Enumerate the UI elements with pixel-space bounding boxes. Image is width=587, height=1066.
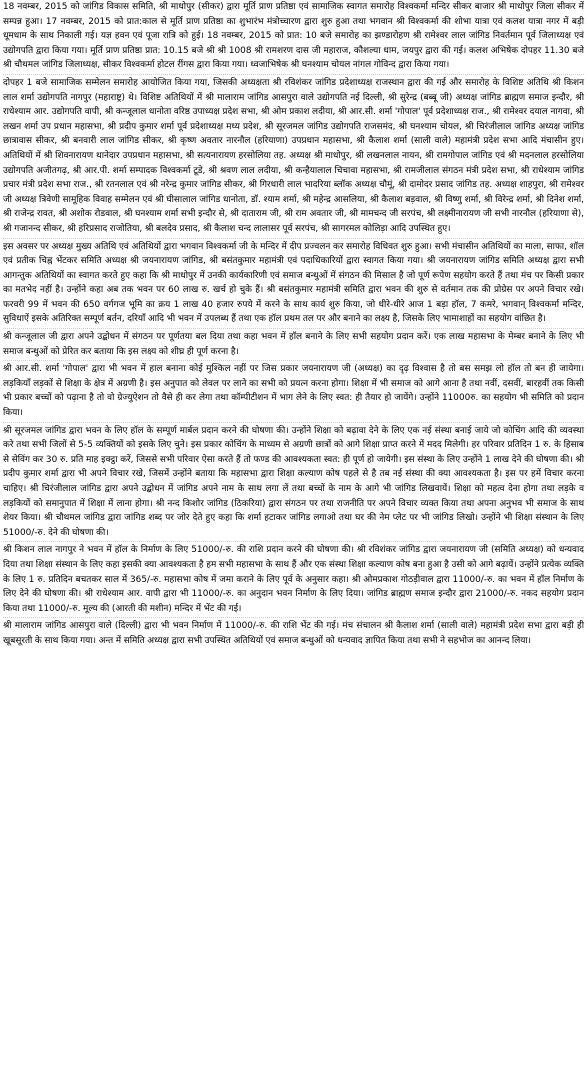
article-paragraph-5: श्री आर.सी. शर्मा 'गोपाल' द्वारा भी भवन में हाल बनाना कोई मुश्किल नहीं पर जिस प्रकार जयनारायण जी (अध्यक्ष) का दृढ़ विश्वास है तो बस समझ लो हॉल तो बन ही जायेगा। लड़कियाँ लड़कों से शिक्षा के क्षेत्र में अग्रणी है। इस अनुपात को लेवल पर लाने का सभी को प्रयत्न करना होगा। शिक्षा में भी समाज को आगे आना है तथा नवीं, दसवीं, बारहवीं तक किसी भी प्रकार बच्चों को पढ़ाना है तो वो ग्रेज्युऐशन तो वैसे ही कर लेगा तथा कॉम्पीटीशन में भाग लेने के लिए स्वत: ही तैयार हो जायेंगे। उन्होंने 11000रु. का सहयोग भी समिति को प्रदान किया। bbox=[3, 364, 584, 419]
paragraph-divider bbox=[3, 422, 584, 423]
paragraph-divider bbox=[3, 328, 584, 329]
article-paragraph-4: श्री कन्जूलाल जी द्वारा अपने उद्बोधन में संगठन पर पूर्णतया बल दिया तथा कहा भवन में हॉल बनाने के लिए सभी सहयोग प्रदान करें। एक लाख महासभा के मेम्बर बनाने के लिए भी समाज बन्धुओं को प्रेरित कर बताया कि इस लक्ष्य को शीघ्र ही पूर्ण करना है। bbox=[3, 332, 584, 357]
paragraph-divider bbox=[3, 74, 584, 75]
article-paragraph-2: दोपहर 1 बजे सामाजिक सम्मेलन समारोह आयोजित किया गया, जिसकी अध्यक्षता श्री रविशंकर जांगिड प्रदेशाध्यक्ष राजस्थान द्वारा की गई और समारोह के विशिष्ट अतिथि श्री किशन लाल शर्मा उद्योगपति नागपुर (महाराष्ट्र) थे। विशिष्ट अतिथियों में श्री मालाराम जांगिड आसपुरा वाले उद्योगपति नई दिल्ली, श्री सुरेन्द्र (बब्बू जी) अध्यक्ष जांगिड ब्राह्मण समाज इन्दौर, श्री राधेश्याम आर. उद्योगपति वापी, श्री कन्जूलाल धानोता वरिष्ठ उपाध्यक्ष प्रदेश सभा, श्री ओम प्रकाश लदीया, श्री आर.सी. शर्मा 'गोपाल' पूर्व प्रदेशाध्यक्ष राज., श्री रामेश्वर दयाल नागवा, श्री लखन शर्मा उप प्रधान महासभा, श्री प्रदीप कुमार शर्मा पूर्व प्रदेशाध्यक्ष मध्य प्रदेश, श्री सूरजमल जांगिड उद्योगपति राजसमंद, श्री घनश्याम चोयल, श्री चिरंजीलाल जांगिड अध्यक्ष जांगिड छात्रावास सीकर, श्री बनवारी लाल जांगिड सीकर, श्री कृष्ण अवतार नारनौल (हरियाणा) उपप्रधान महासभा, श्री कैलाश शर्मा (साली वाले) महामंत्री प्रदेश सभा आदि मंचासीन हुए। अतिथियों में श्री शिवनारायण थानेदार उपप्रधान महासभा, श्री सत्यनारायण हरसोलिया तह. अध्यक्ष श्री माधोपुर, श्री लखनलाल नायन, श्री रामगोपाल जांगिड एवं श्री मदनलाल हरसोलिया उद्योगपति अजीतगढ़, श्री आर.पी. शर्मा सम्पादक विश्वकर्मा टूडे, श्री श्रवण लाल लदीया, श्री कन्हैयालाल चिचावा महासभा, श्री रामजीलाल संगठन मंत्री प्रदेश सभा, श्री राधेश्याम जांगिड प्रचार मंत्री प्रदेश सभा राज., श्री रतनलाल एवं श्री नरेन्द्र कुमार जांगिड सीकर, श्री गिरधारी लाल भादरिया ब्लॉक अध्यक्ष चौमूं, श्री दामोदर प्रसाद जांगिड तह. अध्यक्ष शाहपुरा, श्री रामेश्वर जी अध्यक्ष त्रिवेणी सामूहिक विवाह सम्मेलन एवं श्री घीसालाल जांगिड धानोता, डॉ. श्याम शर्मा, श्री महेन्द्र आसलिया, श्री कैलाश बड़वाल, श्री विष्णु शर्मा, श्री विरेन्द्र शर्मा, श्री दिनेश शर्मा, श्री राजेन्द्र रावत, श्री अशोक रोडवाल, श्री घनश्याम शर्मा सभी इन्दौर से, श्री दाताराम जी, श्री राम अवतार जी, श्री मामचन्द जी सरपंच, श्री लक्ष्मीनारायण जी सभी नारनौल (हरियाणा से), श्री गजानन्द सीकर, श्री हरिप्रसाद राजोतिया, श्री बलदेव प्रसाद, श्री कैलाश चन्द लालासर पूर्व सरपंच, श्री सागरमल कोलिड़ा आदि उपस्थित हुए। bbox=[3, 77, 584, 234]
paragraph-divider bbox=[3, 360, 584, 361]
paragraph-divider bbox=[3, 541, 584, 542]
paragraph-divider bbox=[3, 238, 584, 239]
article-paragraph-6: श्री सूरजमल जांगिड द्वारा भवन के लिए हॉल के सम्पूर्ण मार्बल प्रदान करने की घोषणा की। उन्होंने शिक्षा को बढ़ावा देने के लिए एक नई संस्था बनाई जाये जो कोचिंग आदि की व्यवस्था करे तथा सभी जिलों से 5-5 व्यक्तियों को इसके लिए चुने। इस प्रकार कोचिंग के माध्यम से अग्रणी छात्रों को आगे शिक्षा प्राप्त करने में मदद मिलेगी। हर परिवार प्रतिदिन 1 रु. के हिसाब से सेविंग कर 30 रु. प्रति माह इक्ट्ठा करें, जिससे सभी परिवार ऐसा करते हैं तो फण्ड की आवश्यकता स्वत: ही पूर्ण हो जायेगी। इस संस्था के लिए उन्होंने 1 लाख देने की घोषणा की। श्री प्रदीप कुमार शर्मा द्वारा भी अपने विचार रखे, जिसमें उन्होंने बताया कि महासभा द्वारा शिक्षा कल्याण कोष पहले से है तब नई संस्था की क्या आवश्यकता है। इस पर हमें विचार करना चाहिए। श्री चिरंजीलाल जांगिड द्वारा अपने उद्बोधन में जांगिड अपने नाम के साथ लगा लें तथा बच्चों के नाम के आगे भी जांगिड लिखवायें। शिक्षा को महत्व देना होगा तथा लड़के व लड़कियों को समानुपात में शिक्षा में लाना होगा। श्री नन्द किशोर जांगिड (ठिकरिया) द्वारा संगठन पर तथा राजनीति पर अपने विचार व्यक्त किया तथा अपना अनुभव भी समाज के साथ शेयर किया। श्री चौथमल जांगिड द्वारा जांगिड शब्द पर जोर देते हुए कहा कि शर्मा हटाकर जांगिड लगाओ तथा घर की नेम प्लेट पर भी जांगिड लिखो। उन्होंने भी शिक्षा संस्थान के लिए 51000/-रु. देने की घोषणा की। bbox=[3, 425, 584, 538]
article-paragraph-8: श्री मालाराम जांगिड आसपुरा वाले (दिल्ली) द्वारा भी भवन निर्माण में 11000/-रु. की राशि भेंट की गई। मंच संचालन श्री कैलाश शर्मा (साली वाले) महामंत्री प्रदेश सभा द्वारा बड़ी ही खूबसूरती के साथ किया गया। अन्त में समिति अध्यक्ष द्वारा सभी उपस्थित अतिथियों एवं समाज बन्धुओं को धन्यवाद ज्ञापित किया तथा सभी ने सहभोज का आनन्द लिया। bbox=[3, 621, 584, 646]
article-paragraph-3: इस अवसर पर अध्यक्ष मुख्य अतिथि एवं अतिथियों द्वारा भगवान विश्वकर्मा जी के मन्दिर में दीप प्रज्वलन कर समारोह विधिवत शुरु हुआ। सभी मंचासीन अतिथियों का माला, साफा, शॉल एवं प्रतीक चिह्न भेंटकर समिति अध्यक्ष श्री जयनारायण जांगिड, श्री बसंतकुमार महामंत्री एवं पदाधिकारियों द्वारा स्वागत किया गया। श्री जयनारायण जांगिड समिति अध्यक्ष द्वारा सभी आगन्तुक अतिथियों का स्वागत करते हुए कहा कि श्री माधोपुर में उनकी कार्यकारिणी एवं समाज बन्धुओं में संगठन की मिसाल है जो पूर्ण रूपेण सहयोग करते हैं तथा मंच पर किसी प्रकार का मतभेद नहीं है। उन्होंने कहा अब तक भवन पर 60 लाख रु. खर्च हो चुके हैं। श्री बसंतकुमार महामंत्री समिति द्वारा भवन की शुरु से वर्तमान तक की प्रोग्रेस पर अपने विचार रखे। फरवरी 99 में भवन की 650 वर्गगज भूमि का क्रय 1 लाख 40 हजार रुपये में करने के साथ कार्य शुरु किया, जो धीरे-धीरे आज 1 बड़ा हॉल, 7 कमरे, भगवान् विश्वकर्मा मन्दिर, सुविधाऐं इसके अतिरिक्त सम्पूर्ण बर्तन, दरियाँ आदि भी भवन में उपलब्ध हैं तथा एक हॉल प्रथम तल पर और बनाने का लक्ष्य है, जिसके लिए भामाशाहों का सहयोग वांछित है। bbox=[3, 241, 584, 325]
article-paragraph-1: 18 नवम्बर, 2015 को जांगिड विकास समिति, श्री माधोपुर (सीकर) द्वारा मूर्ति प्राण प्रतिष्ठा एवं सामाजिक स्वागत समारोह विश्वकर्मा मन्दिर सीकर बाजार श्री माधोपुर जिला सीकर में सम्पन्न हुआ। 17 नवम्बर, 2015 को प्रात:काल से मूर्ति प्राण प्रतिष्ठा का शुभारंभ मंत्रोच्चारण द्वारा शुरु हुआ तथा भगवान श्री विश्वकर्मा की शोभा यात्रा एवं कलश यात्रा नगर में बड़ी धूमधाम के साथ निकाली गई। यज्ञ हवन एवं पूजा रात्रि को हुई। 18 नवम्बर, 2015 को प्रात: 10 बजे समारोह का झण्डारोहण श्री रामेश्वर लाल जांगिड निवर्तमान पूर्व जिलाध्यक्ष एवं उद्योगपति द्वारा किया गया। मूर्ति प्राण प्रतिष्ठा प्रात: 10.15 बजे श्री श्री 1008 श्री रामशरण दास जी महाराज, कौशल्या धाम, जयपुर द्वारा की गई। कलश अभिषेक दोपहर 11.30 बजे श्री चौथमल जांगिड जिलाध्यक्ष, सीकर विश्वकर्मा होटल रींगस द्वारा किया गया। ध्वजाभिषेक श्री घनश्याम चोयल नांगल गोविन्द द्वारा किया गया। bbox=[3, 2, 584, 71]
paragraph-divider bbox=[3, 617, 584, 618]
article-paragraph-7: श्री किशन लाल नागपुर ने भवन में हॉल के निर्माण के लिए 51000/-रु. की राशि प्रदान करने की घोषणा की। श्री रविशंकर जांगिड द्वारा जयनारायण जी (समिति अध्यक्ष) को धन्यवाद दिया तथा शिक्षा संस्थान के लिए कहा इसकी क्या आवश्यकता है हम सभी महासभा के साथ हैं और एक संस्था शिक्षा कल्याण कोष बना हुआ है उसी को आगे बढ़ायें। उन्होंने प्रत्येक व्यक्ति के लिए 1 रु. प्रतिदिन बचतकर साल में 365/-रु. महासभा कोष में जमा कराने के लिए पूर्व के अनुसार कहा। श्री ओमप्रकाश गोठड़ीवाल द्वारा 11000/-रु. का भवन में हॉल निर्माण के लिए देने की घोषणा की। श्री राधेश्याम आर. वापी द्वारा भी 11000/-रु. का अनुदान भवन निर्माण के लिए दिया। जांगिड ब्राह्मण समाज इन्दौर द्वारा 21000/-रु. नकद सहयोग प्रदान किया तथा 11000/-रु. मूल्य की (आरती की मशीन) मन्दिर में भेंट की गई। bbox=[3, 545, 585, 614]
